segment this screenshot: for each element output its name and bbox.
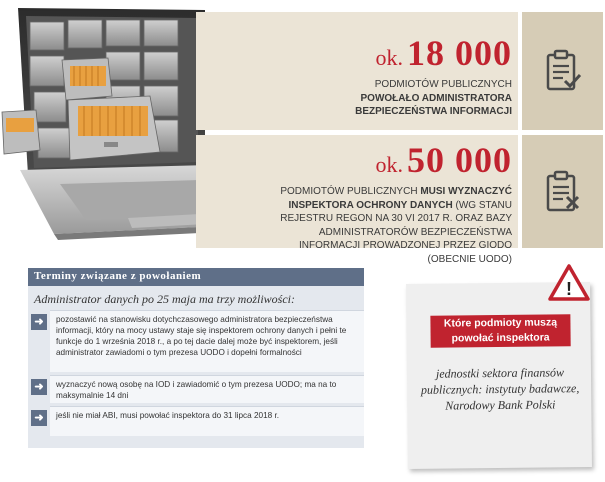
option-text: pozostawić na stanowisku dotychczasowego administratora bezpieczeństwa informacji, który na mocy ustawy staje się inspektorem ochrony danych i pełni te funkcje do 1 września 2018 r., a po tej dacie dalej może być inspektorem, jeśli administrator zawiadomi o tym prezesa UODO i dopełni formalności bbox=[50, 310, 364, 372]
option-item bbox=[28, 406, 364, 436]
stat-prefix: ok. bbox=[375, 152, 403, 177]
clipboard-check-icon-panel bbox=[522, 12, 603, 130]
stat-description bbox=[262, 185, 512, 266]
stat-number bbox=[376, 32, 513, 74]
stat-prefix: ok. bbox=[375, 45, 403, 70]
stat-description-note: (WG STANU REJESTRU REGON NA 30 VI 2017 R. ORAZ BAZY ADMINISTRATORÓW BEZPIECZEŃSTWA INFORMACJI PROWADZONEJ PRZEZ GIODO (OBECNIE UODO) bbox=[280, 199, 512, 265]
option-text: wyznaczyć nową osobę na IOD i zawiadomić o tym prezesa UODO; ma na to maksymalnie 14 dni bbox=[50, 375, 364, 403]
clipboard-check-icon bbox=[543, 49, 583, 93]
stat-panel-50000 bbox=[196, 135, 518, 265]
clipboard-x-icon bbox=[543, 170, 583, 214]
stat-value: 50 000 bbox=[407, 140, 512, 180]
option-text: jeśli nie miał ABI, musi powołać inspektora do 31 lipca 2018 r. bbox=[50, 406, 364, 436]
stat-description bbox=[352, 78, 512, 119]
arrow-right-icon: ➜ bbox=[31, 379, 47, 395]
terms-header: Terminy związane z powołaniem bbox=[28, 268, 364, 286]
stat-value: 18 000 bbox=[407, 33, 512, 73]
option-item bbox=[28, 310, 364, 372]
arrow-right-icon: ➜ bbox=[31, 410, 47, 426]
option-arrow-cell bbox=[28, 406, 50, 436]
note-body: jednostki sektora finansów publicznych: instytuty badawcze, Narodowy Bank Polski bbox=[420, 365, 580, 413]
warning-triangle-icon bbox=[548, 264, 590, 302]
terms-box bbox=[28, 286, 364, 448]
sticky-note bbox=[406, 282, 592, 469]
arrow-right-icon: ➜ bbox=[31, 314, 47, 330]
option-arrow-cell bbox=[28, 375, 50, 403]
stat-description-line1: PODMIOTÓW PUBLICZNYCH bbox=[280, 186, 418, 197]
option-item bbox=[28, 375, 364, 403]
stat-panel-18000 bbox=[196, 12, 518, 130]
option-arrow-cell bbox=[28, 310, 50, 372]
terms-intro: Administrator danych po 25 maja ma trzy możliwości: bbox=[34, 292, 295, 306]
warning-symbol: ! bbox=[566, 279, 572, 299]
clipboard-x-icon-panel bbox=[522, 135, 603, 248]
stat-description-bold: MUSI WYZNACZYĆ INSPEKTORA OCHRONY DANYCH bbox=[288, 186, 512, 211]
stat-number bbox=[376, 139, 513, 181]
stat-description-bold: POWOŁAŁO ADMINISTRATORA BEZPIECZEŃSTWA INFORMACJI bbox=[355, 92, 512, 117]
note-title: Które podmioty muszą powołać inspektora bbox=[430, 314, 570, 347]
stat-description-line1: PODMIOTÓW PUBLICZNYCH bbox=[374, 79, 512, 90]
